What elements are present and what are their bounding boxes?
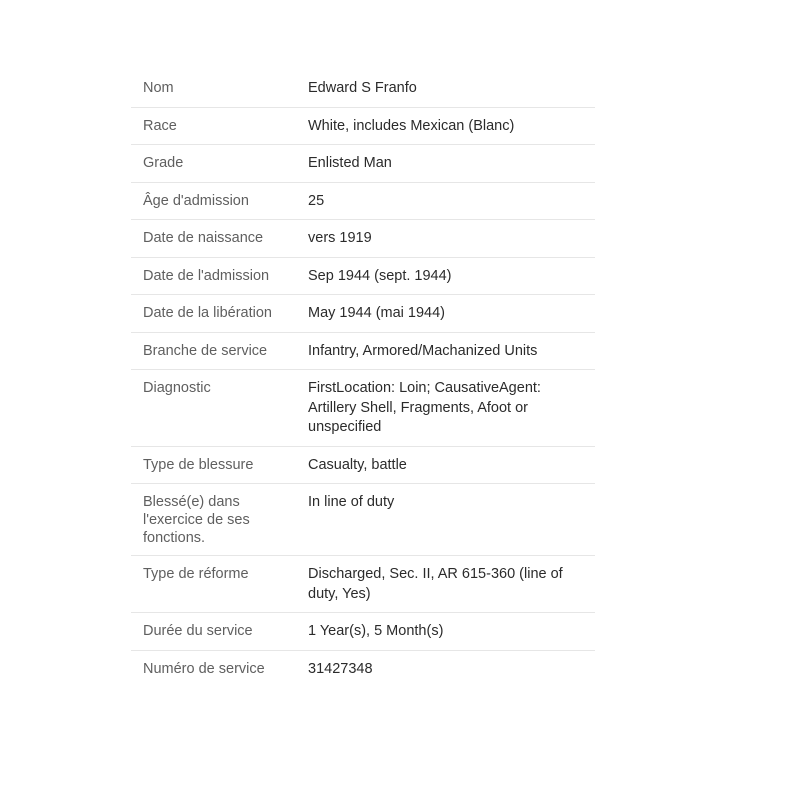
record-label: Date de la libération xyxy=(143,305,272,321)
record-row-diagnostic xyxy=(131,370,595,447)
record-value: Edward S Franfo xyxy=(308,80,417,96)
record-value: 31427348 xyxy=(308,660,373,677)
record-value: Discharged, Sec. II, AR 615-360 (line of duty, Yes) xyxy=(308,566,563,602)
record-details-table xyxy=(131,70,595,687)
record-label: Nom xyxy=(143,80,174,96)
record-value: White, includes Mexican (Blanc) xyxy=(308,117,515,134)
record-row-type-blessure xyxy=(131,447,595,485)
record-value: Infantry, Armored/Machanized Units xyxy=(308,342,538,359)
record-value: FirstLocation: Loin; CausativeAgent: Artillery Shell, Fragments, Afoot or unspecified xyxy=(308,380,541,435)
record-row-race xyxy=(131,108,595,146)
record-value: Casualty, battle xyxy=(308,456,407,473)
record-label: Numéro de service xyxy=(143,660,265,677)
record-row-age-admission xyxy=(131,183,595,221)
record-label: Grade xyxy=(143,155,184,171)
record-row-nom xyxy=(131,70,595,108)
record-value: May 1944 (mai 1944) xyxy=(308,305,446,321)
record-value: Enlisted Man xyxy=(308,155,392,171)
record-row-type-reforme xyxy=(131,556,595,613)
record-label: Branche de service xyxy=(143,342,268,359)
record-row-date-admission xyxy=(131,258,595,296)
record-row-duree-service xyxy=(131,613,595,651)
record-row-date-liberation xyxy=(131,295,595,333)
record-row-grade xyxy=(131,145,595,183)
record-label: Race xyxy=(143,117,177,134)
record-label: Diagnostic xyxy=(143,380,211,396)
record-value: In line of duty xyxy=(308,494,395,510)
record-label: Blessé(e) dans l'exercice de ses fonctions. xyxy=(143,494,250,546)
record-label: Âge d'admission xyxy=(143,192,249,209)
record-value: 25 xyxy=(308,192,325,209)
record-value: 1 Year(s), 5 Month(s) xyxy=(308,623,444,639)
record-value: Sep 1944 (sept. 1944) xyxy=(308,267,452,284)
record-label: Type de blessure xyxy=(143,456,254,473)
record-label: Date de naissance xyxy=(143,230,264,246)
record-label: Date de l'admission xyxy=(143,267,270,284)
record-row-date-naissance xyxy=(131,220,595,258)
record-label: Durée du service xyxy=(143,623,253,639)
record-row-blesse-fonctions xyxy=(131,484,595,556)
record-row-numero-service xyxy=(131,651,595,688)
record-label: Type de réforme xyxy=(143,566,249,582)
record-value: vers 1919 xyxy=(308,230,372,246)
record-row-branche-service xyxy=(131,333,595,371)
